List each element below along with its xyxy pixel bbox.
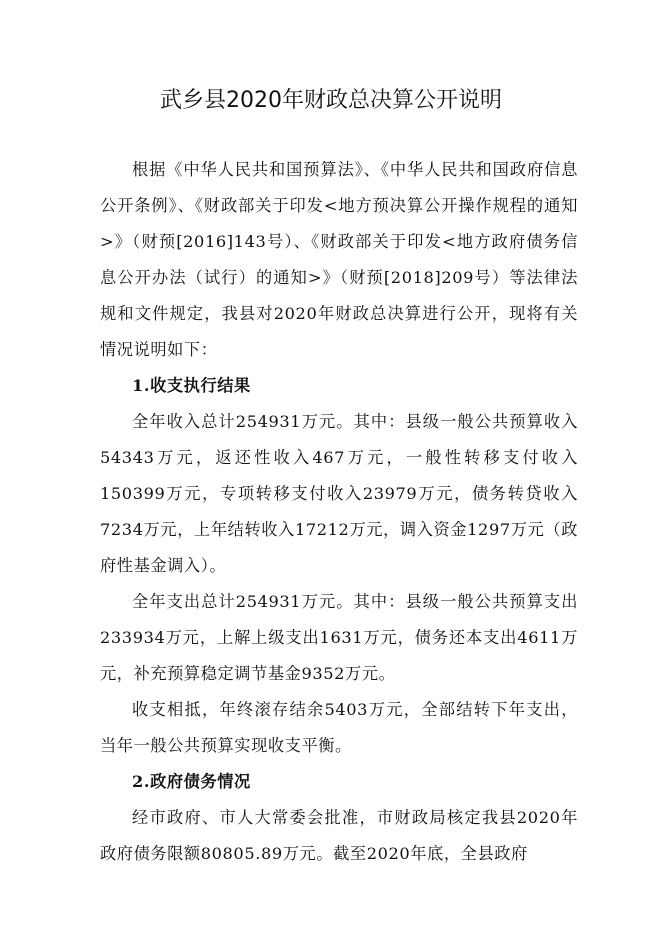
debt-paragraph: 经市政府、市人大常委会批准，市财政局核定我县2020年政府债务限额80805.89万元。截至2020年底，全县政府 bbox=[100, 808, 578, 863]
section-heading-income-expenditure: 1.收支执行结果 bbox=[132, 376, 251, 395]
document-title: 武乡县2020年财政总决算公开说明 bbox=[160, 88, 502, 113]
expenditure-paragraph: 全年支出总计254931万元。其中：县级一般公共预算支出233934万元，上解上级支出1631万元，债务还本支出4611万元，补充预算稳定调节基金9352万元。 bbox=[100, 592, 578, 683]
document-body bbox=[100, 152, 578, 872]
section-heading-government-debt: 2.政府债务情况 bbox=[132, 772, 251, 791]
balance-paragraph: 收支相抵，年终滚存结余5403万元，全部结转下年支出，当年一般公共预算实现收支平衡。 bbox=[100, 700, 578, 755]
income-paragraph: 全年收入总计254931万元。其中：县级一般公共预算收入54343万元，返还性收入467万元，一般性转移支付收入150399万元，专项转移支付收入23979万元，债务转贷收入7234万元，上年结转收入17212万元，调入资金1297万元（政府性基金调入）。 bbox=[100, 412, 578, 575]
intro-paragraph: 根据《中华人民共和国预算法》、《中华人民共和国政府信息公开条例》、《财政部关于印发<地方预决算公开操作规程的通知>》（财预[2016]143号）、《财政部关于印发<地方政府债务信息公开办法（试行）的通知>》（财预[2018]209号）等法律法规和文件规定，我县对2020年财政总决算进行公开，现将有关情况说明如下： bbox=[100, 160, 578, 359]
